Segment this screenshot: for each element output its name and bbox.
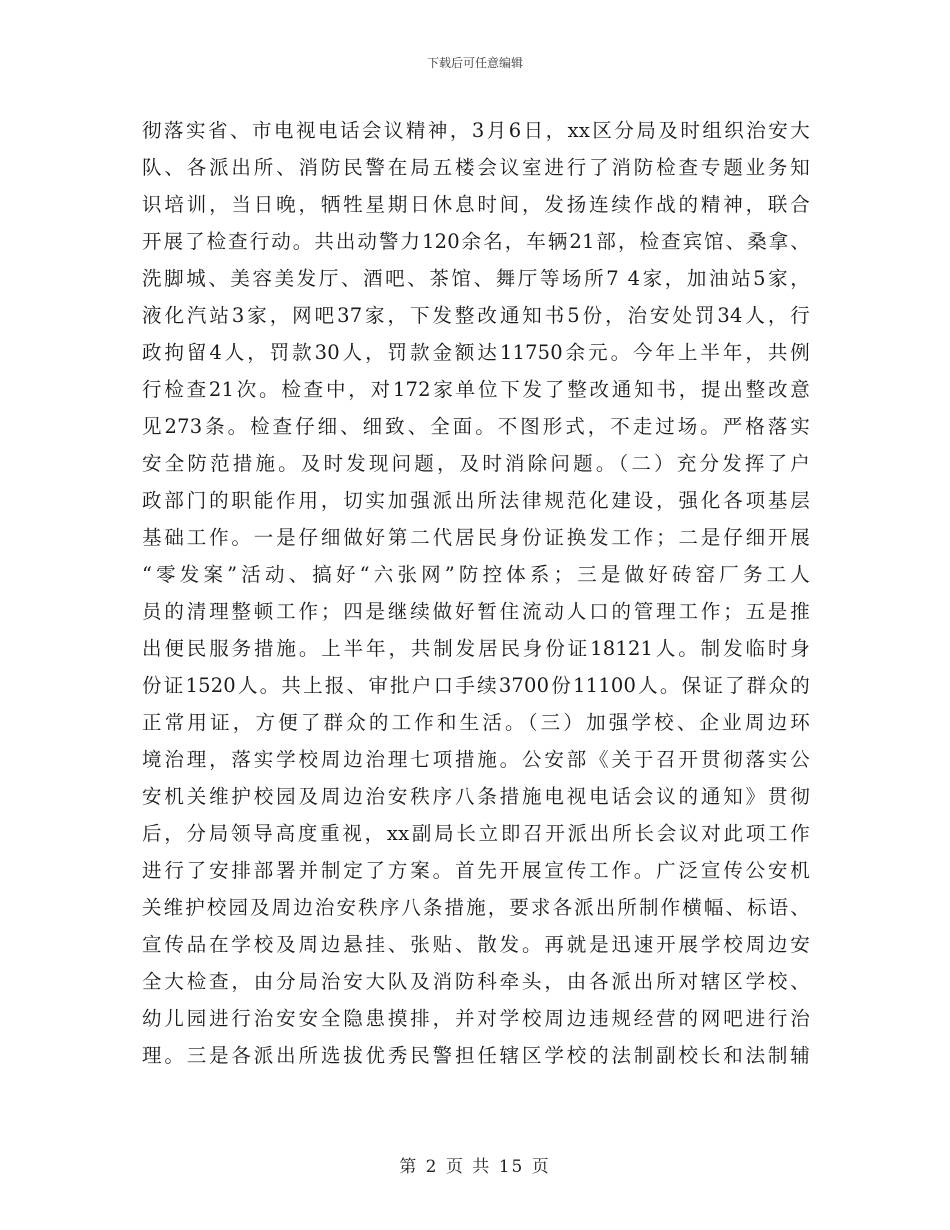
- text-line: 政拘留4人，罚款30人，罚款金额达11750余元。今年上半年，共例: [142, 341, 810, 364]
- text-line: 出便民服务措施。上半年，共制发居民身份证18121人。制发临时身: [142, 637, 810, 660]
- text-line: 洗脚城、美容美发厅、酒吧、茶馆、舞厅等场所7 4家，加油站5家，: [142, 267, 810, 290]
- text-line: 彻落实省、市电视电话会议精神，3月6日，xx区分局及时组织治安大: [142, 119, 810, 142]
- text-line: “零发案”活动、搞好“六张网”防控体系；三是做好砖窑厂务工人: [142, 563, 810, 586]
- text-line: 安全防范措施。及时发现问题，及时消除问题。（二）充分发挥了户: [142, 452, 810, 475]
- page-number-footer: 第 2 页 共 15 页: [399, 1157, 551, 1177]
- text-line: 正常用证，方便了群众的工作和生活。（三）加强学校、企业周边环: [142, 711, 810, 734]
- text-line: 幼儿园进行治安安全隐患摸排，并对学校周边违规经营的网吧进行治: [142, 1007, 810, 1030]
- text-line: 液化汽站3家，网吧37家，下发整改通知书5份，治安处罚34人，行: [142, 304, 810, 327]
- text-line: 进行了安排部署并制定了方案。首先开展宣传工作。广泛宣传公安机: [142, 859, 810, 882]
- body-text: [142, 112, 810, 1074]
- page-header: 下载后可任意编辑: [426, 56, 523, 70]
- text-line: 份证1520人。共上报、审批户口手续3700份11100人。保证了群众的: [142, 674, 810, 697]
- text-line: 员的清理整顿工作；四是继续做好暂住流动人口的管理工作；五是推: [142, 600, 810, 623]
- text-line: 见273条。检查仔细、细致、全面。不图形式，不走过场。严格落实: [142, 415, 810, 438]
- text-line: 识培训，当日晚，牺牲星期日休息时间，发扬连续作战的精神，联合: [142, 193, 810, 216]
- text-line: 理。三是各派出所选拔优秀民警担任辖区学校的法制副校长和法制辅: [142, 1044, 810, 1067]
- text-line: 关维护校园及周边治安秩序八条措施，要求各派出所制作横幅、标语、: [142, 896, 810, 919]
- text-line: 境治理，落实学校周边治理七项措施。公安部《关于召开贯彻落实公: [142, 748, 810, 771]
- text-line: 后，分局领导高度重视，xx副局长立即召开派出所长会议对此项工作: [142, 822, 810, 845]
- text-line: 行检查21次。检查中，对172家单位下发了整改通知书，提出整改意: [142, 378, 810, 401]
- text-line: 安机关维护校园及周边治安秩序八条措施电视电话会议的通知》贯彻: [142, 785, 810, 808]
- text-line: 队、各派出所、消防民警在局五楼会议室进行了消防检查专题业务知: [142, 156, 810, 179]
- text-line: 宣传品在学校及周边悬挂、张贴、散发。再就是迅速开展学校周边安: [142, 933, 810, 956]
- text-line: 全大检查，由分局治安大队及消防科牵头，由各派出所对辖区学校、: [142, 970, 810, 993]
- text-line: 开展了检查行动。共出动警力120余名，车辆21部，检查宾馆、桑拿、: [142, 230, 810, 253]
- text-line: 政部门的职能作用，切实加强派出所法律规范化建设，强化各项基层: [142, 489, 810, 512]
- text-line: 基础工作。一是仔细做好第二代居民身份证换发工作；二是仔细开展: [142, 526, 810, 549]
